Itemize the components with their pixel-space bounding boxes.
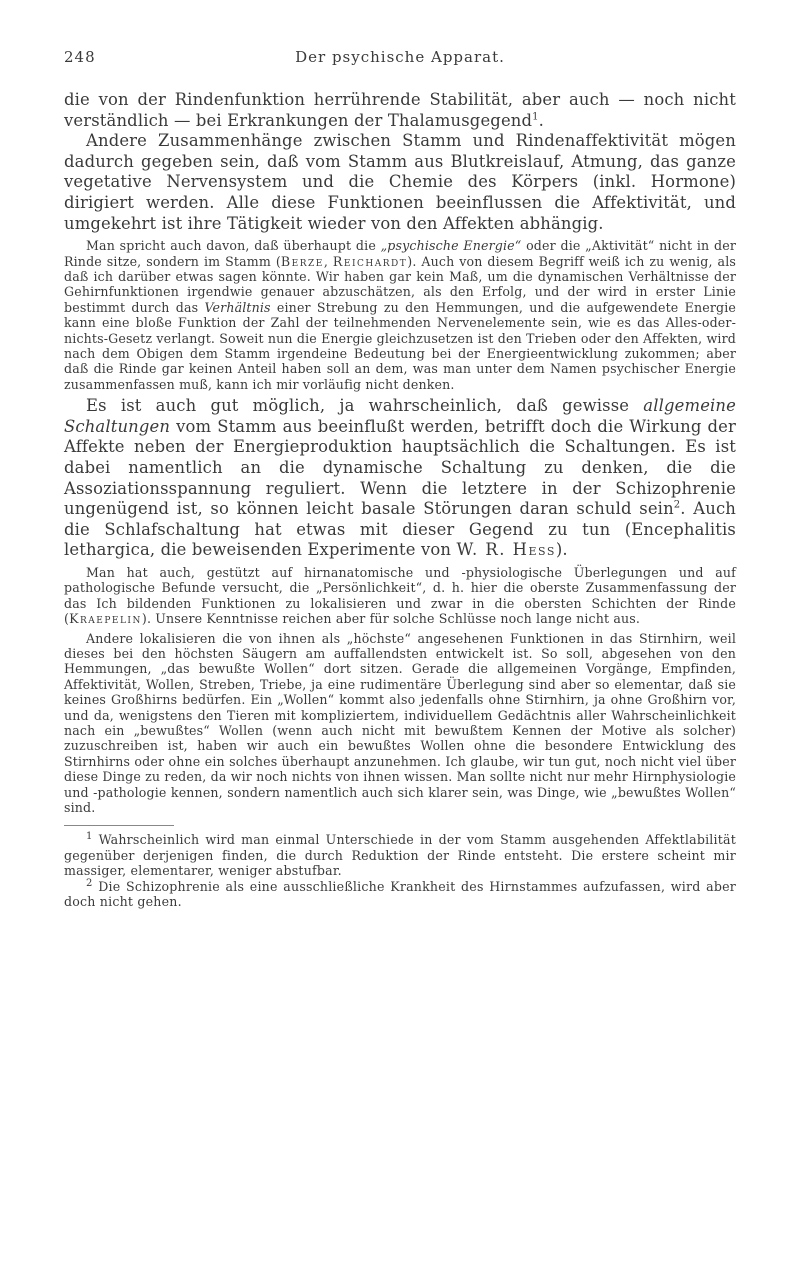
- footnote-ref-2[interactable]: 2: [673, 499, 681, 511]
- page-number: 248: [64, 48, 96, 66]
- small-print-persoenlichkeit: Man hat auch, gestützt auf hirnanatomische und -physiologische Überlegungen und auf pathologische Befunde versucht, die „Persönlichkeit“, d. h. hier die oberste Zusammenfassung der das Ich bildenden Funktionen zu lokalisieren und zwar in die obersten Schichten der Rinde (Kraepelin). Unsere Kenntnisse reichen aber für solche Schlüsse noch lange nicht aus.: [64, 564, 736, 627]
- footnote-ref-1[interactable]: 1: [532, 111, 539, 123]
- main-text: [64, 90, 736, 815]
- small-print-energy: Man spricht auch davon, daß überhaupt die „psychische Energie“ oder die „Aktivität“ nicht in der Rinde sitze, sondern im Stamm (Berze, Reichardt). Auch von diesem Begriff weiß ich zu wenig, als daß ich darüber etwas sagen könnte. Wir haben gar kein Maß, um die dynamischen Verhältnisse der Gehirnfunktionen irgendwie genauer abzuschätzen, als den Erfolg, und der wird in erster Linie bestimmt durch das Verhältnis einer Strebung zu den Hemmungen, und die aufgewendete Energie kann eine bloße Funktion der Zahl der teilnehmenden Nervenelemente sein, wie es das Alles-oder-nichts-Gesetz verlangt. Soweit nun die Energie gleichzusetzen ist den Trieben oder den Affekten, wird nach dem Obigen dem Stamm irgendeine Bedeutung bei der Energieentwicklung zukommen; aber daß die Rinde gar keinen Anteil haben soll an dem, was man unter dem Namen psychischer Energie zusammenfassen muß, kann ich mir vorläufig nicht denken.: [64, 238, 736, 392]
- footnote-2: $^2$ Die Schizophrenie als eine ausschließliche Krankheit des Hirnstammes aufzufassen, wird aber doch nicht gehen.: [64, 877, 736, 910]
- paragraph-stamm-rinde: Andere Zusammenhänge zwischen Stamm und Rindenaffektivität mögen dadurch gegeben sein, daß vom Stamm aus Blutkreislauf, Atmung, das ganze vegetative Nervensystem und die Chemie des Körpers (inkl. Hormone) dirigiert werden. Alle diese Funktionen beeinflussen die Affektivität, und umgekehrt ist ihre Tätigkeit wieder von den Affekten abhängig.: [64, 131, 736, 233]
- running-title: Der psychische Apparat.: [295, 48, 505, 66]
- small-print-stirnhirn: Andere lokalisieren die von ihnen als „höchste“ angesehenen Funktionen in das Stirnhirn, weil dieses bei den höchsten Säugern am auffallendsten entwickelt ist. So soll, abgesehen von den Hemmungen, „das bewußte Wollen“ dort sitzen. Gerade die allgemeinen Vorgänge, Empfinden, Affektivität, Wollen, Streben, Triebe, ja eine rudimentäre Überlegung sind aber so elementar, daß sie keines Großhirns bedürfen. Ein „Wollen“ kommt also jedenfalls ohne Stirnhirn, ja ohne Großhirn vor, und da, wenigstens den Tieren mit kompliziertem, individuellem Gedächtnis aller Wahrscheinlichkeit nach ein „bewußtes“ Wollen (wenn auch nicht mit bewußtem Kennen der Motive als solcher) zuzuschreiben ist, haben wir auch ein bewußtes Wollen ohne die besondere Entwicklung des Stirnhirns oder ohne ein solches überhaupt anzunehmen. Ich glaube, wir tun gut, noch nicht viel über diese Dinge zu reden, da wir noch nichts von ihnen wissen. Man sollte nicht nur mehr Hirnphysiologie und -pathologie kennen, sondern namentlich auch sich klarer sein, was Dinge, wie „bewußtes Wollen“ sind.: [64, 630, 736, 816]
- page-header: [64, 48, 736, 74]
- footnote-divider: [64, 825, 174, 826]
- footnotes: [64, 832, 736, 909]
- paragraph-schaltungen: Es ist auch gut möglich, ja wahrscheinlich, daß gewisse allgemeine Schaltungen vom Stamm aus beeinflußt werden, betrifft doch die Wirkung der Affekte neben der Energieproduktion hauptsächlich die Schaltungen. Es ist dabei namentlich an die dynamische Schaltung zu denken, die die Assoziationsspannung reguliert. Wenn die letztere in der Schizophrenie ungenügend ist, so können leicht basale Störungen daran schuld sein$^2$. Auch die Schlafschaltung hat etwas mit dieser Gegend zu tun (Encephalitis lethargica, die beweisenden Experimente von W. R. Hess).: [64, 396, 736, 560]
- footnote-1: $^1$ Wahrscheinlich wird man einmal Unterschiede in der vom Stamm ausgehenden Affektlabilität gegenüber derjenigen finden, die durch Reduktion der Rinde entsteht. Die erstere scheint mir massiger, elementarer, weniger abstufbar.: [64, 831, 736, 879]
- paragraph-continued: die von der Rindenfunktion herrührende Stabilität, aber auch — noch nicht verständlich — bei Erkrankungen der Thalamusgegend$^1$.: [64, 90, 736, 130]
